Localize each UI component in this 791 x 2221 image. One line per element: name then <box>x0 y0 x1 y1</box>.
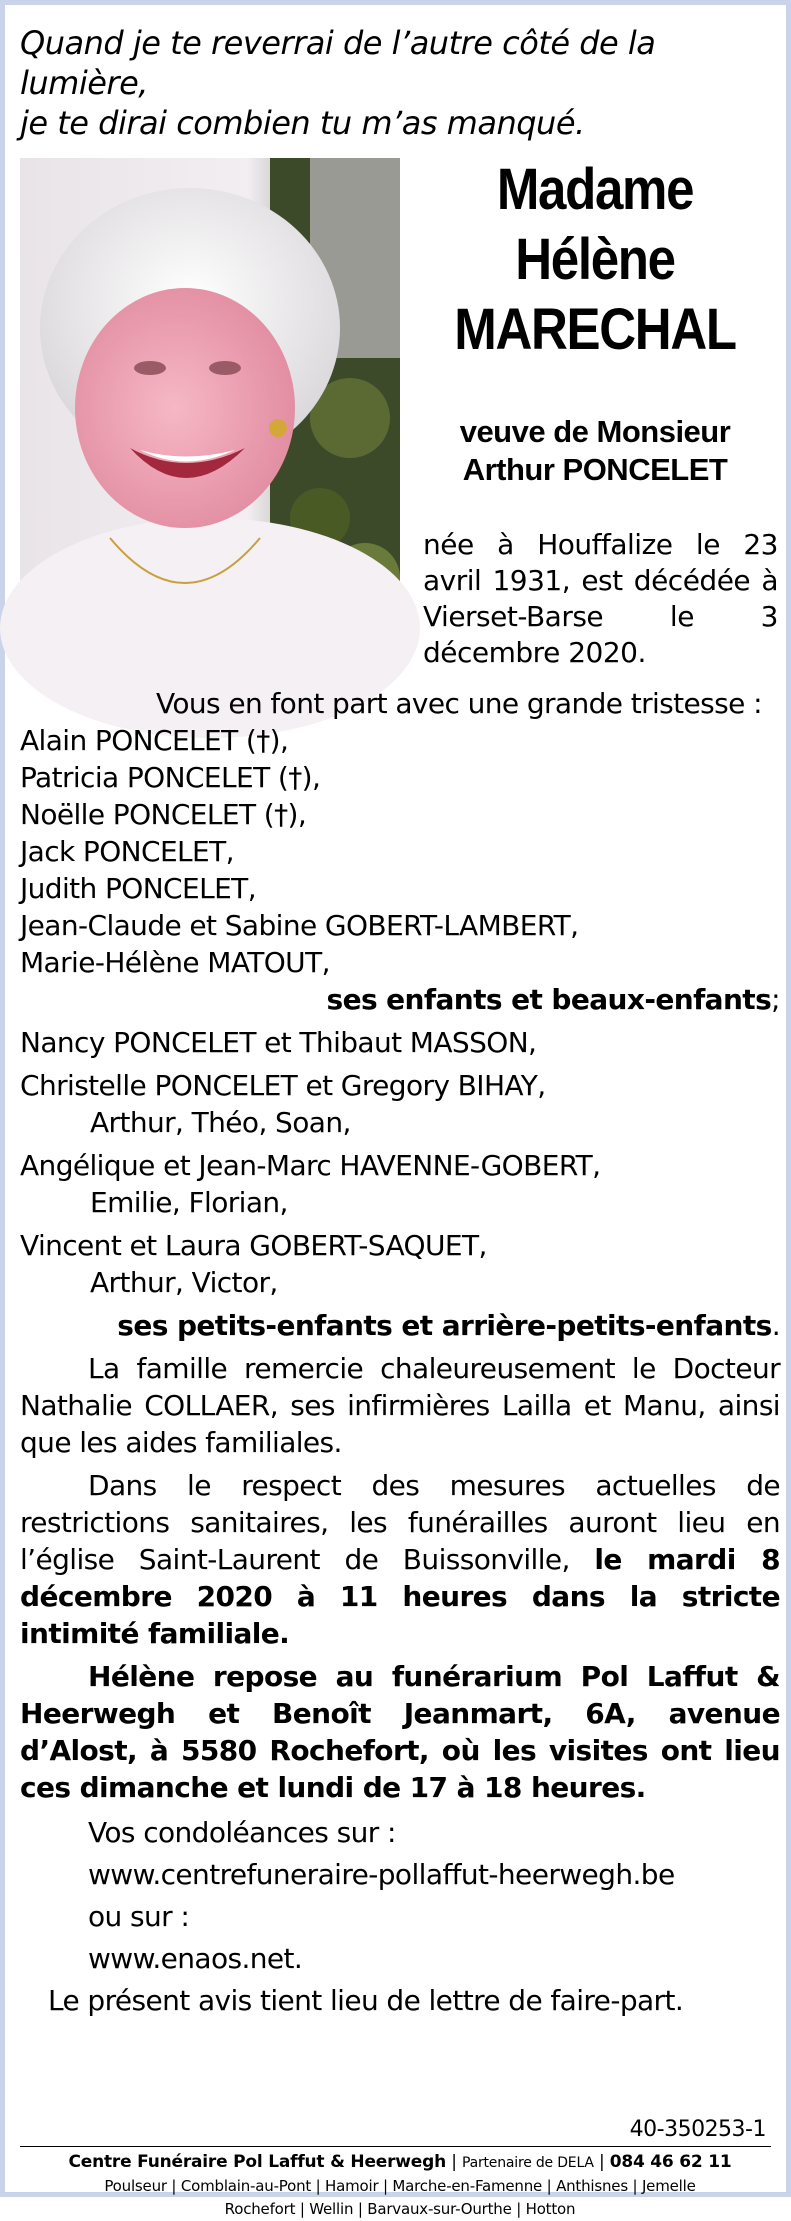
title: Madame <box>496 157 694 222</box>
grandchildren-label: ses petits-enfants et arrière-petits-enfants <box>117 1309 772 1342</box>
grandchildren-label-row <box>20 1307 780 1344</box>
announce-line: Vous en font part avec une grande tristesse : <box>156 687 762 720</box>
list-item: Marie-Hélène MATOUT, <box>20 946 330 979</box>
list-item-kids: Arthur, Théo, Soan, <box>90 1106 351 1139</box>
list-item: Nancy PONCELET et Thibaut MASSON, <box>20 1026 537 1059</box>
footer-line-3: Rochefort | Wellin | Barvaux-sur-Ourthe | Hotton <box>224 2200 576 2218</box>
list-item: Judith PONCELET, <box>20 872 256 905</box>
closing-line: Le présent avis tient lieu de lettre de faire-part. <box>48 1984 684 2017</box>
condolences-url-2[interactable]: www.enaos.net. <box>88 1942 303 1975</box>
list-item: Noëlle PONCELET (†), <box>20 798 307 831</box>
list-item: Jean-Claude et Sabine GOBERT-LAMBERT, <box>20 909 579 942</box>
phone-number: 084 46 62 11 <box>609 2152 732 2172</box>
condolences-url-1[interactable]: www.centrefuneraire-pollaffut-heerwegh.be <box>88 1858 675 1891</box>
funeral-paragraph <box>20 1467 780 1652</box>
notice-body <box>20 685 780 2022</box>
portrait-photo <box>20 158 400 658</box>
footer-line-2: Poulseur | Comblain-au-Pont | Hamoir | Marche-en-Famenne | Anthisnes | Jemelle <box>104 2177 696 2195</box>
visit-paragraph: Hélène repose au funérarium Pol Laffut & Heerwegh et Benoît Jeanmart, 6A, avenue d’Alost, à 5580 Rochefort, où les visites ont lieu ces dimanche et lundi de 17 à 18 heures. <box>20 1660 780 1804</box>
list-item-kids: Emilie, Florian, <box>90 1186 288 1219</box>
widow-line-2: Arthur PONCELET <box>462 452 728 487</box>
list-item: Alain PONCELET (†), <box>20 724 289 757</box>
footer-divider <box>20 2146 771 2147</box>
condolences-or: ou sur : <box>88 1900 190 1933</box>
grandchildren-label-punct: . <box>771 1309 780 1342</box>
birth-death-details: née à Houffalize le 23 avril 1931, est décédée à Vierset-Barse le 3 décembre 2020. <box>423 528 778 669</box>
first-name: Hélène <box>515 227 675 292</box>
deceased-name <box>405 155 785 365</box>
widow-line-1: veuve de Monsieur <box>459 414 731 449</box>
funeral-text: Dans le respect des mesures actuelles de restrictions sanitaires, les funérailles auront lieu en l’église Saint-Laurent de Buissonville, <box>20 1469 780 1576</box>
reference-number: 40-350253-1 <box>629 2117 766 2142</box>
quote-line-1: Quand je te reverrai de l’autre côté de la lumière, <box>20 24 656 102</box>
children-label-punct: ; <box>771 983 780 1016</box>
list-item: Jack PONCELET, <box>20 835 234 868</box>
widow-of <box>405 413 785 489</box>
children-label: ses enfants et beaux-enfants <box>326 983 772 1016</box>
children-list <box>20 722 780 981</box>
list-item: Angélique et Jean-Marc HAVENNE-GOBERT, <box>20 1149 601 1182</box>
grandchildren-list <box>20 1024 780 1301</box>
partner-text: Partenaire de DELA <box>461 2155 594 2171</box>
list-item-kids: Arthur, Victor, <box>90 1266 278 1299</box>
thanks-paragraph: La famille remercie chaleureusement le Docteur Nathalie COLLAER, ses infirmières Lailla et Manu, ainsi que les aides familiales. <box>20 1352 780 1459</box>
quote-line-2: je te dirai combien tu m’as manqué. <box>20 104 585 142</box>
children-label-row <box>20 981 780 1018</box>
list-item: Christelle PONCELET et Gregory BIHAY, <box>20 1069 546 1102</box>
company-name: Centre Funéraire Pol Laffut & Heerwegh <box>68 2152 447 2172</box>
funeral-home-footer <box>20 2151 780 2221</box>
last-name: MARECHAL <box>454 297 736 362</box>
condolences-label: Vos condoléances sur : <box>88 1816 396 1849</box>
list-item: Vincent et Laura GOBERT-SAQUET, <box>20 1229 487 1262</box>
portrait-illustration <box>20 158 400 658</box>
opening-quote <box>20 23 780 143</box>
footer-line-1: Centre Funéraire Pol Laffut & Heerwegh | Partenaire de DELA | 084 46 62 11 <box>68 2152 732 2172</box>
list-item: Patricia PONCELET (†), <box>20 761 321 794</box>
funeral-date: le mardi 8 décembre 2020 à 11 heures dans la stricte intimité familiale. <box>20 1543 780 1650</box>
